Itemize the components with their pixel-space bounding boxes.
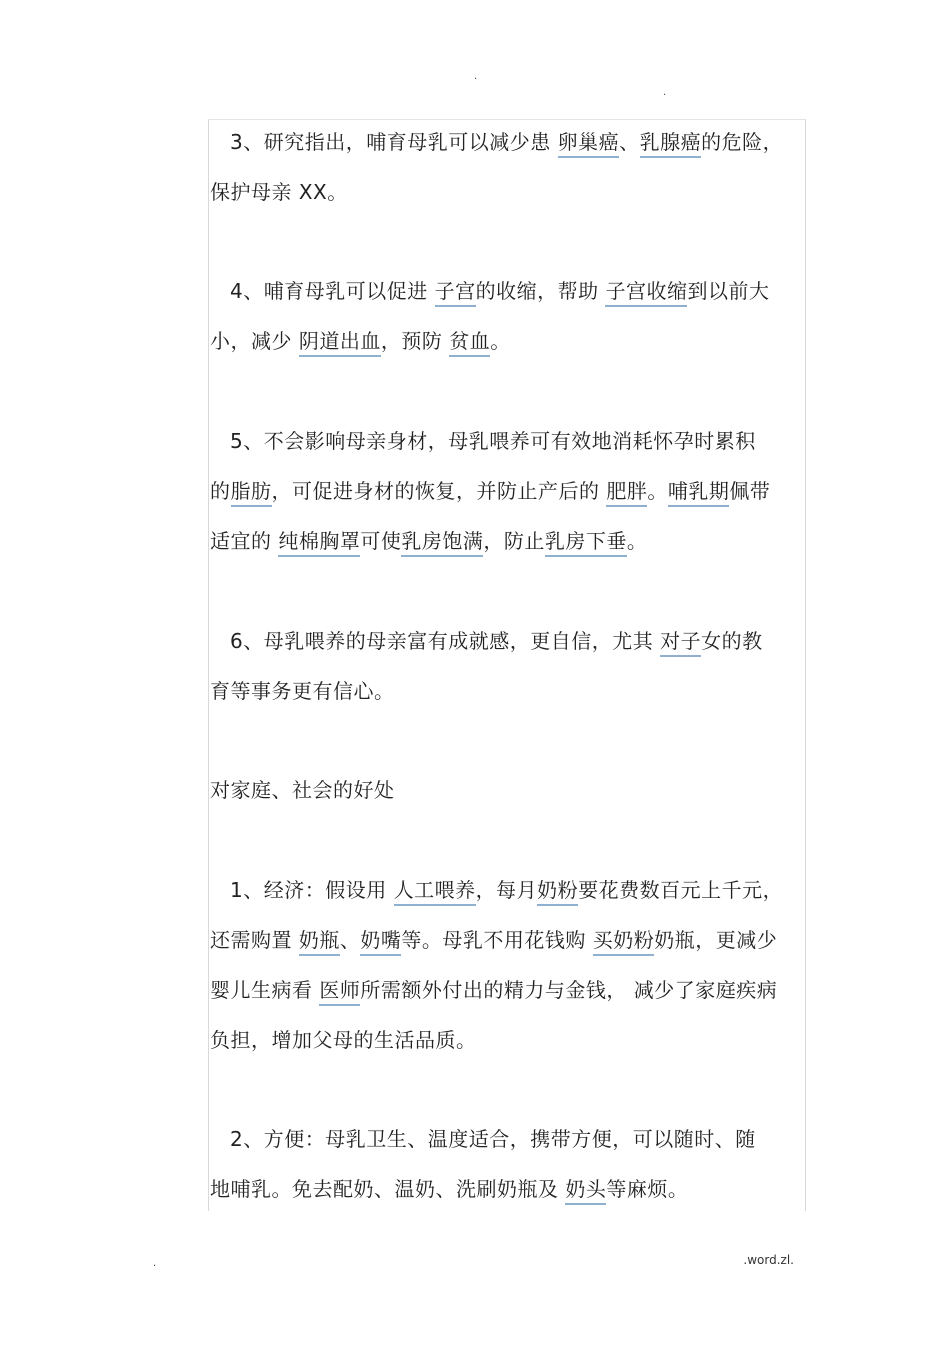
text: 、 [339,928,361,952]
text: ，防止 [483,529,545,553]
p5-line-2 [210,471,810,511]
term-fat[interactable]: 脂肪 [231,479,272,507]
text: 可使 [360,529,402,553]
text: 适宜的 [210,529,279,553]
text: 等麻烦。 [606,1177,689,1201]
text: 负担，增加父母的生活品质。 [210,1028,477,1052]
term-obesity[interactable]: 肥胖 [606,479,647,507]
text: 奶瓶，更减少 [654,928,778,952]
term-lactation-period[interactable]: 哺乳期 [668,479,730,507]
text: ，可促进身材的恢复，并防止产后的 [271,479,607,503]
text: 所需额外付出的精力与金钱， 减少了家庭疾病 [360,978,778,1002]
text: 的收缩，帮助 [475,279,606,303]
text: 还需购置 [210,928,299,952]
term-milk-powder[interactable]: 奶粉 [537,878,578,906]
text: 6、母乳喂养的母亲富有成就感，更自信，尤其 [230,629,661,653]
text: 等。母乳不用花钱购 [401,928,593,952]
footer-left-mark: . [153,1258,157,1269]
p3-line-1 [210,122,810,162]
text: 。 [626,529,648,553]
text: 。 [490,329,511,353]
term-breast-sagging[interactable]: 乳房下垂 [545,529,627,557]
text: 2、方便：母乳卫生、温度适合，携带方便，可以随时、随 [230,1127,756,1151]
text: 到以前大 [687,279,770,303]
s1-line-3 [210,970,810,1010]
text: 1、经济：假设用 [230,878,394,902]
text: 女的教 [701,629,763,653]
p5-line-3 [210,521,810,561]
term-anemia[interactable]: 贫血 [449,329,490,357]
p6-line-1 [210,621,810,661]
text: 保护母亲 XX。 [210,180,348,204]
term-teat[interactable]: 奶头 [565,1177,606,1205]
text: ，每月 [475,878,538,902]
text: 的危险， [701,130,784,154]
term-feeding-bottle[interactable]: 奶瓶 [299,928,340,956]
p4-line-2 [210,321,810,361]
term-nipple[interactable]: 奶嘴 [360,928,401,956]
header-dot-2: . [663,87,667,98]
text: 的 [210,479,231,503]
term-full-breasts[interactable]: 乳房饱满 [401,529,483,557]
text: 佩带 [729,479,771,503]
term-breast-cancer[interactable]: 乳腺癌 [640,130,702,158]
p5-line-1 [210,421,810,461]
term-children[interactable]: 对子 [660,629,701,657]
text: 要花费数百元上千元， [578,878,784,902]
term-cotton-bra[interactable]: 纯棉胸罩 [278,529,360,557]
term-uterine-contraction[interactable]: 子宫收缩 [605,279,687,307]
term-ovarian-cancer[interactable]: 卵巢癌 [558,130,620,158]
p4-line-1 [210,271,810,311]
s2-line-1 [210,1119,810,1159]
text: 婴儿生病看 [210,978,320,1002]
text: 小，减少 [210,329,299,353]
term-uterus[interactable]: 子宫 [435,279,476,307]
term-artificial-feeding[interactable]: 人工喂养 [394,878,476,906]
s1-line-4 [210,1020,810,1060]
section-heading-text: 对家庭、社会的好处 [210,778,395,802]
p3-line-2 [210,172,810,212]
term-doctor[interactable]: 医师 [319,978,360,1006]
text: 育等事务更有信心。 [210,679,395,703]
text: 地哺乳。免去配奶、温奶、洗刷奶瓶及 [210,1177,566,1201]
text: 、 [619,130,640,154]
footer-right-text: .word.zl. [743,1253,794,1267]
s1-line-1 [210,870,810,910]
term-vaginal-bleeding[interactable]: 阴道出血 [299,329,381,357]
header-dot-1: . [474,71,478,82]
text: ，预防 [380,329,450,353]
text: 。 [647,479,668,503]
s1-line-2 [210,920,810,960]
text: 5、不会影响母亲身材，母乳喂养可有效地消耗怀孕时累积 [230,429,756,453]
text: 4、哺育母乳可以促进 [230,279,435,303]
text: 3、研究指出，哺育母乳可以减少患 [230,130,558,154]
term-buy-milk-powder[interactable]: 买奶粉 [593,928,655,956]
p6-line-2 [210,671,810,711]
section-heading [210,770,810,810]
s2-line-2 [210,1169,810,1209]
